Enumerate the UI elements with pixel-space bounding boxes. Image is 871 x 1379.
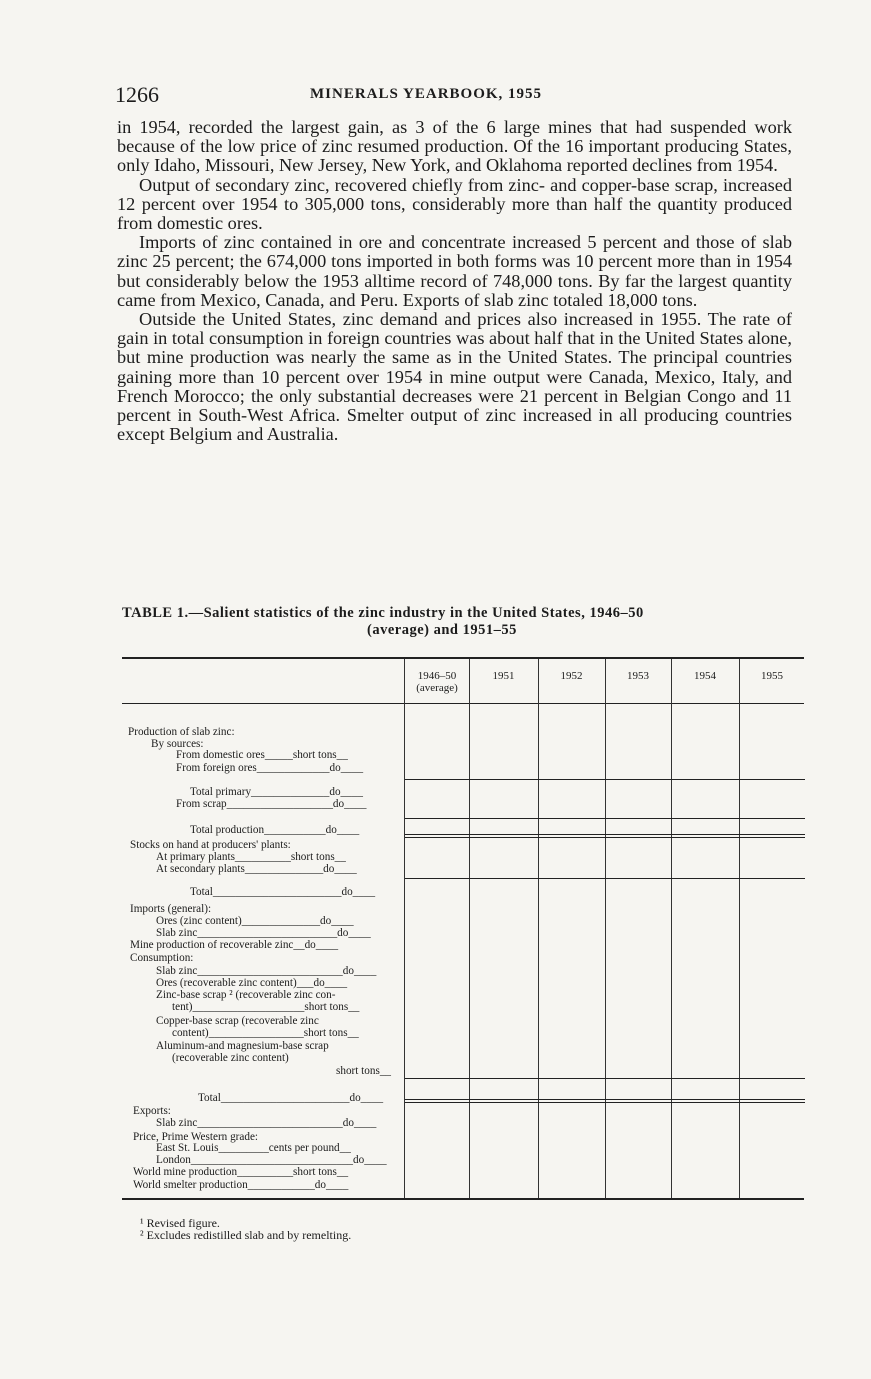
row-label: From domestic ores_____short tons__ xyxy=(176,749,348,761)
row-label: (recoverable zinc content) xyxy=(172,1052,289,1064)
row-label: At primary plants__________short tons__ xyxy=(156,851,346,863)
total-rule xyxy=(405,834,805,835)
table-bottom-rule xyxy=(122,1198,804,1200)
column-header: 1954 xyxy=(694,670,716,682)
body-text xyxy=(117,118,792,444)
row-label: Total_______________________do____ xyxy=(198,1092,384,1104)
row-label: tent)____________________short tons__ xyxy=(172,1001,360,1013)
page-number: 1266 xyxy=(115,82,159,107)
table-caption-line: —Salient statistics of the zinc industry in the United States, 1946–50 xyxy=(188,605,644,621)
row-label: World smelter production____________do____ xyxy=(133,1179,349,1191)
paragraph: Outside the United States, zinc demand and prices also increased in 1955. The rate of gain in total consumption in foreign countries was about half that in the United States alone, but mine production was nearly the same as in the United States. The principal countries gaining more than 10 percent over 1954 in mine output were Canada, Mexico, Italy, and French Morocco; the only substantial decreases were 21 percent in Belgian Congo and 11 percent in South-West Africa. Smelter output of zinc increased in all producing countries except Belgium and Australia. xyxy=(117,309,792,445)
column-header: 1946–50 (average) xyxy=(416,670,458,694)
row-label: Ores (recoverable zinc content)___do____ xyxy=(156,977,348,989)
row-label: From foreign ores_____________do____ xyxy=(176,762,364,774)
total-rule xyxy=(405,818,805,819)
row-label: London_____________________________do____ xyxy=(156,1154,387,1166)
row-label: Total production___________do____ xyxy=(190,824,360,836)
total-rule xyxy=(405,878,805,879)
paragraph: Output of secondary zinc, recovered chiefly from zinc- and copper-base scrap, increased 12 percent over 1954 to 305,000 tons, considerably more than half the quantity produced from domestic ores. xyxy=(117,174,792,234)
row-label: Exports: xyxy=(133,1105,171,1117)
paragraph: in 1954, recorded the largest gain, as 3 of the 6 large mines that had suspended work because of the low price of zinc resumed production. Of the 16 important producing States, only Idaho, Missouri, New Jersey, New York, and Oklahoma reported declines from 1954. xyxy=(117,117,792,176)
column-divider xyxy=(671,659,672,1198)
row-label: Production of slab zinc: xyxy=(128,726,235,738)
total-rule xyxy=(405,837,805,838)
row-label: Stocks on hand at producers' plants: xyxy=(130,839,291,851)
column-header: 1953 xyxy=(627,670,649,682)
footnote: ² Excludes redistilled slab and by remelting. xyxy=(140,1228,352,1242)
column-divider xyxy=(739,659,740,1198)
table-top-rule xyxy=(122,657,804,659)
row-label: Aluminum-and magnesium-base scrap xyxy=(156,1040,329,1052)
column-divider xyxy=(538,659,539,1198)
row-label: content)_________________short tons__ xyxy=(172,1027,359,1039)
column-divider xyxy=(404,659,405,1198)
column-divider xyxy=(605,659,606,1198)
total-rule xyxy=(405,779,805,780)
row-label: Slab zinc__________________________do____ xyxy=(156,965,377,977)
column-divider xyxy=(469,659,470,1198)
column-header: 1955 xyxy=(761,670,783,682)
row-label: Ores (zinc content)______________do____ xyxy=(156,915,354,927)
row-label: World mine production__________short tons__ xyxy=(133,1166,349,1178)
running-title: MINERALS YEARBOOK, 1955 xyxy=(310,86,543,102)
row-label: East St. Louis_________cents per pound__ xyxy=(156,1142,351,1154)
row-label: Zinc-base scrap ² (recoverable zinc con- xyxy=(156,989,336,1001)
table-header-rule xyxy=(122,703,804,704)
footnote: ¹ Revised figure. xyxy=(140,1216,220,1230)
row-label: By sources: xyxy=(151,738,204,750)
row-label: Imports (general): xyxy=(130,903,212,915)
row-label: Slab zinc__________________________do____ xyxy=(156,1117,377,1129)
row-label: Mine production of recoverable zinc__do____ xyxy=(130,939,339,951)
row-label: At secondary plants______________do____ xyxy=(156,863,357,875)
total-rule xyxy=(405,1099,805,1100)
row-label: Total primary______________do____ xyxy=(190,786,363,798)
row-label: Total_______________________do____ xyxy=(190,886,376,898)
table-caption-line: (average) and 1951–55 xyxy=(367,622,517,638)
row-label: Copper-base scrap (recoverable zinc xyxy=(156,1015,319,1027)
row-label: From scrap___________________do____ xyxy=(176,798,367,810)
footnotes xyxy=(140,1217,351,1241)
row-label: Consumption: xyxy=(130,952,194,964)
column-header: 1952 xyxy=(560,670,583,682)
total-rule xyxy=(405,1078,805,1079)
column-header: 1951 xyxy=(492,670,515,682)
page-header xyxy=(115,82,795,112)
table-label: TABLE 1. xyxy=(122,605,189,621)
paragraph: Imports of zinc contained in ore and concentrate increased 5 percent and those of slab zinc 25 percent; the 674,000 tons imported in both forms was 10 percent more than in 1954 but considerably below the 1953 alltime record of 748,000 tons. By far the largest quantity came from Mexico, Canada, and Peru. Exports of slab zinc totaled 18,000 tons. xyxy=(117,232,792,310)
total-rule xyxy=(405,1102,805,1103)
row-label: short tons__ xyxy=(336,1065,392,1077)
row-label: Slab zinc_________________________do____ xyxy=(156,927,371,939)
table-caption xyxy=(122,605,802,639)
row-label: Price, Prime Western grade: xyxy=(133,1131,259,1143)
